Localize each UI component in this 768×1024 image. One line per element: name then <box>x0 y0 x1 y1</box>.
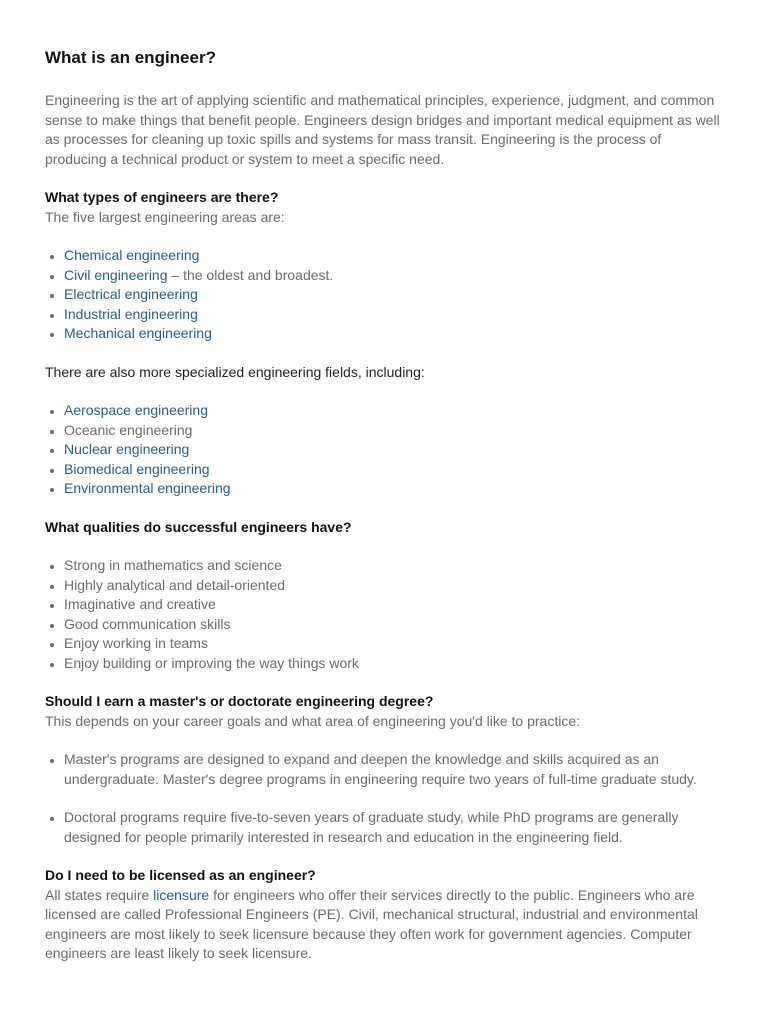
spacer <box>45 382 723 401</box>
largest-areas-list <box>45 246 723 344</box>
chemical-engineering-link[interactable]: Chemical engineering <box>64 247 200 263</box>
list-item <box>64 324 723 344</box>
list-item <box>64 305 723 325</box>
degree-question: Should I earn a master's or doctorate engineering degree? <box>45 693 434 709</box>
types-lead: The five largest engineering areas are: <box>45 208 285 225</box>
spacer <box>45 847 723 866</box>
aerospace-engineering-link[interactable]: Aerospace engineering <box>64 402 208 418</box>
list-item <box>64 266 723 286</box>
list-item: • Strong in mathematics and science <box>64 556 723 576</box>
list-item: • Enjoy working in teams <box>64 634 723 654</box>
civil-engineering-note: – the oldest and broadest. <box>167 266 334 283</box>
qualities-question: What qualities do successful engineers have? <box>45 518 352 535</box>
list-item <box>64 401 723 421</box>
list-item <box>64 460 723 480</box>
list-item: • Master's programs are designed to expand and deepen the knowledge and skills acquired as an undergraduate. Master's degree programs in engineering require two years of full-time graduate study. <box>64 750 723 789</box>
degree-list <box>45 750 723 847</box>
page-title: What is an engineer? <box>45 48 216 67</box>
licensure-link[interactable]: licensure <box>153 886 210 903</box>
oceanic-engineering-text: Oceanic engineering <box>64 421 193 438</box>
list-item: • Highly analytical and detail-oriented <box>64 576 723 596</box>
list-item: • Good communication skills <box>64 615 723 635</box>
types-question: What types of engineers are there? <box>45 189 279 205</box>
spacer <box>45 731 723 750</box>
list-item <box>64 246 723 266</box>
specialized-fields-list <box>45 401 723 499</box>
list-item <box>64 479 723 499</box>
degree-lead: This depends on your career goals and what area of engineering you'd like to practice: <box>45 712 581 729</box>
license-text-after: for engineers who offer their services directly to the public. Engineers who are licensed are called Professional Engineers (PE). Civil, mechanical structural, industrial and environmental engineers are most likely to seek licensure because they often work for government agencies. Computer engineers are least likely to seek licensure. <box>45 886 698 961</box>
civil-engineering-link[interactable]: Civil engineering <box>64 266 168 283</box>
mechanical-engineering-link[interactable]: Mechanical engineering <box>64 325 212 341</box>
intro-paragraph: Engineering is the art of applying scientific and mathematical principles, experience, judgment, and common sense to make things that benefit people. Engineers design bridges and important medical equipment as well as processes for cleaning up toxic spills and systems for mass transit. Engineering is the process of producing a technical product or system to meet a specific need. <box>45 92 720 167</box>
list-item <box>64 421 723 441</box>
license-paragraph <box>45 886 723 964</box>
list-item: • Enjoy building or improving the way things work <box>64 654 723 674</box>
qualities-list <box>45 556 723 673</box>
spacer <box>45 344 723 363</box>
spacer <box>45 537 723 556</box>
license-question: Do I need to be licensed as an engineer? <box>45 867 316 883</box>
electrical-engineering-link[interactable]: Electrical engineering <box>64 286 198 302</box>
biomedical-engineering-link[interactable]: Biomedical engineering <box>64 460 210 477</box>
spacer <box>45 499 723 518</box>
nuclear-engineering-link[interactable]: Nuclear engineering <box>64 441 190 457</box>
list-item <box>64 440 723 460</box>
specialized-lead: There are also more specialized engineering fields, including: <box>45 363 425 380</box>
list-item <box>64 285 723 305</box>
license-text-before: All states require <box>45 886 154 903</box>
spacer <box>45 227 723 246</box>
list-item: • Imaginative and creative <box>64 595 723 615</box>
list-item: • Doctoral programs require five-to-seven years of graduate study, while PhD programs are generally designed for people primarily interested in research and education in the engineering field. <box>64 808 723 847</box>
environmental-engineering-link[interactable]: Environmental engineering <box>64 480 231 496</box>
spacer <box>45 673 723 692</box>
industrial-engineering-link[interactable]: Industrial engineering <box>64 305 198 322</box>
